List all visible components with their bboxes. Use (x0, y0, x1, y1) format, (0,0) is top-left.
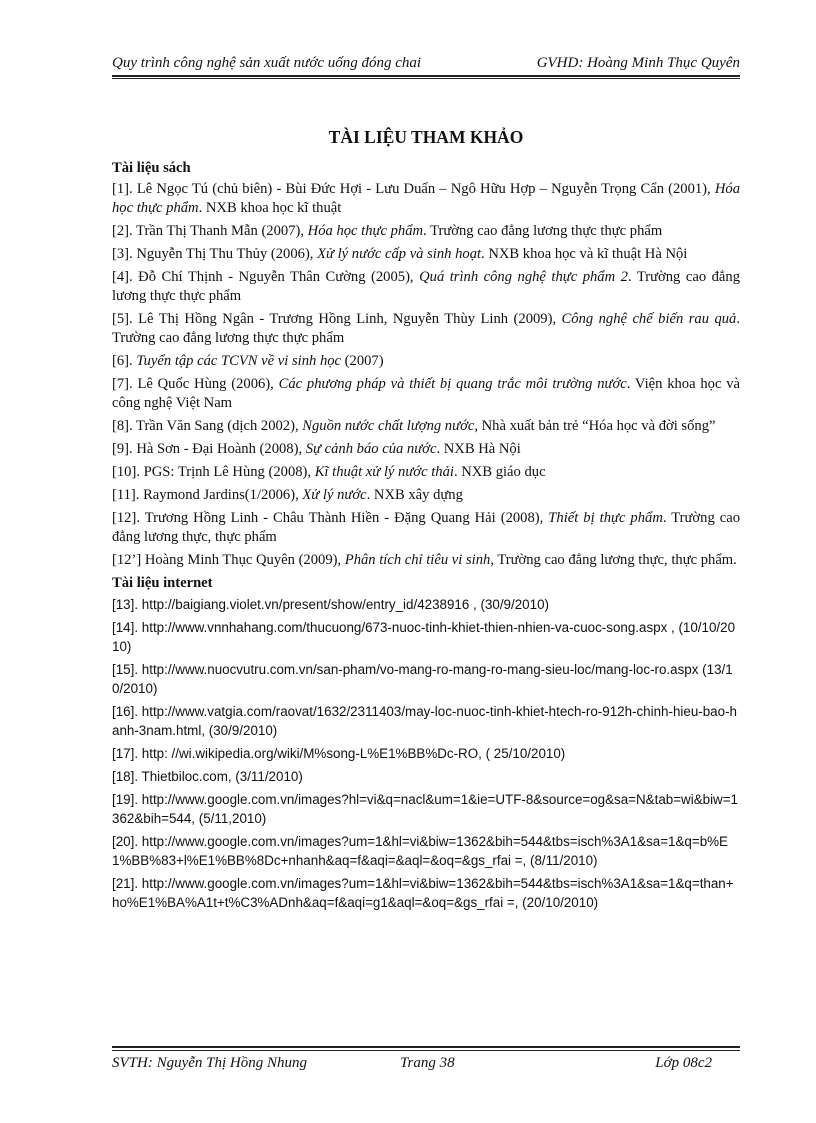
book-reference: [9]. Hà Sơn - Đại Hoành (2008), Sự cảnh báo của nước. NXB Hà Nội (112, 441, 521, 457)
internet-heading: Tài liệu internet (112, 575, 213, 591)
internet-list (112, 595, 740, 912)
header-course-title: Quy trình công nghệ sản xuất nước uống đóng chai (112, 55, 422, 71)
book-reference: [1]. Lê Ngọc Tú (chủ biên) - Bùi Đức Hợi - Lưu Duẩn – Ngô Hữu Hợp – Nguyễn Trọng Cẩn (2001), Hóa học thực phẩm. NXB khoa học kĩ thuật (112, 181, 740, 216)
internet-reference[interactable]: [13]. http://baigiang.violet.vn/present/show/entry_id/4238916 , (30/9/2010) (112, 597, 549, 612)
footer-rule (112, 1046, 740, 1048)
book-reference: [2]. Trần Thị Thanh Mẫn (2007), Hóa học thực phẩm. Trường cao đẳng lương thực thực phẩm (112, 223, 663, 239)
page-header (112, 50, 740, 72)
book-reference: [6]. Tuyển tập các TCVN về vi sinh học (2007) (112, 353, 384, 369)
internet-reference[interactable]: [19]. http://www.google.com.vn/images?hl=vi&q=nacl&um=1&ie=UTF-8&source=og&sa=N&tab=wi&biw=1362&bih=544, (5/11,2010) (112, 792, 738, 826)
book-reference: [11]. Raymond Jardins(1/2006), Xử lý nước. NXB xây dựng (112, 487, 463, 503)
internet-reference[interactable]: [18]. Thietbiloc.com, (3/11/2010) (112, 769, 303, 784)
page-footer (112, 1055, 740, 1077)
footer-rule-thin (112, 1050, 740, 1051)
document-body (112, 128, 740, 916)
books-list (112, 180, 740, 570)
book-reference: [10]. PGS: Trịnh Lê Hùng (2008), Kĩ thuật xử lý nước thải. NXB giáo dục (112, 464, 546, 480)
header-rule-thin (112, 78, 740, 79)
footer-student: SVTH: Nguyễn Thị Hồng Nhung (112, 1055, 307, 1071)
footer-page-number: Trang 38 (400, 1055, 455, 1071)
books-heading: Tài liệu sách (112, 160, 191, 176)
book-reference: [8]. Trần Văn Sang (dịch 2002), Nguồn nước chất lượng nước, Nhà xuất bản trẻ “Hóa học và đời sống” (112, 418, 716, 434)
internet-reference[interactable]: [15]. http://www.nuocvutru.com.vn/san-pham/vo-mang-ro-mang-ro-mang-sieu-loc/mang-loc-ro.aspx (13/10/2010) (112, 662, 733, 696)
internet-reference[interactable]: [16]. http://www.vatgia.com/raovat/1632/2311403/may-loc-nuoc-tinh-khiet-htech-ro-912h-chinh-hieu-bao-hanh-3nam.html, (30/9/2010) (112, 704, 737, 738)
book-reference: [4]. Đỗ Chí Thịnh - Nguyễn Thân Cường (2005), Quá trình công nghệ thực phẩm 2. Trường cao đẳng lương thực thực phẩm (112, 269, 740, 304)
book-reference: [7]. Lê Quốc Hùng (2006), Các phương pháp và thiết bị quang trắc môi trường nước. Viện khoa học và công nghệ Việt Nam (112, 376, 740, 411)
header-rule (112, 75, 740, 77)
book-reference: [3]. Nguyễn Thị Thu Thủy (2006), Xử lý nước cấp và sinh hoạt. NXB khoa học và kĩ thuật Hà Nội (112, 246, 688, 262)
book-reference: [12’] Hoàng Minh Thục Quyên (2009), Phân tích chỉ tiêu vi sinh, Trường cao đẳng lương thực, thực phẩm. (112, 552, 737, 568)
book-reference: [12]. Trương Hồng Linh - Châu Thành Hiền - Đặng Quang Hải (2008), Thiết bị thực phẩm. Trường cao đẳng lương thực, thực phẩm (112, 510, 741, 545)
internet-reference[interactable]: [20]. http://www.google.com.vn/images?um=1&hl=vi&biw=1362&bih=544&tbs=isch%3A1&sa=1&q=b%E1%BB%83+l%E1%BB%8Dc+nhanh&aq=f&aqi=&aql=&oq=&gs_rfai =, (8/11/2010) (112, 834, 728, 868)
internet-reference[interactable]: [14]. http://www.vnnhahang.com/thucuong/673-nuoc-tinh-khiet-thien-nhien-va-cuoc-song.aspx , (10/10/2010) (112, 620, 736, 654)
internet-reference[interactable]: [21]. http://www.google.com.vn/images?um=1&hl=vi&biw=1362&bih=544&tbs=isch%3A1&sa=1&q=than+ho%E1%BA%A1t+t%C3%ADnh&aq=f&aqi=g1&aql=&oq=&gs_rfai =, (20/10/2010) (112, 876, 734, 910)
book-reference: [5]. Lê Thị Hồng Ngân - Trương Hồng Linh, Nguyễn Thùy Linh (2009), Công nghệ chế biến rau quả. Trường cao đẳng lương thực thực phẩm (112, 311, 740, 346)
page-title: TÀI LIỆU THAM KHẢO (328, 127, 524, 147)
header-advisor: GVHD: Hoàng Minh Thục Quyên (536, 55, 740, 71)
internet-reference[interactable]: [17]. http: //wi.wikipedia.org/wiki/M%song-L%E1%BB%Dc-RO, ( 25/10/2010) (112, 746, 566, 761)
footer-class: Lớp 08c2 (655, 1055, 712, 1071)
